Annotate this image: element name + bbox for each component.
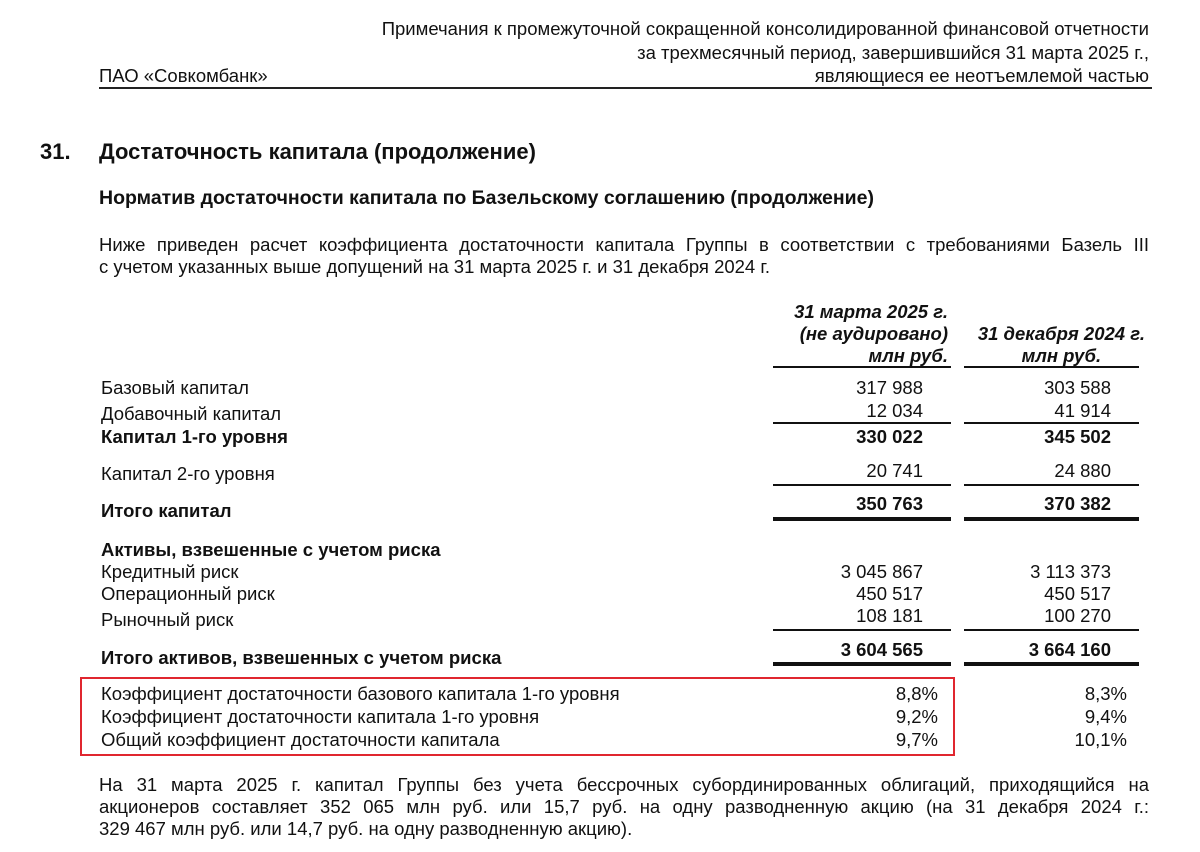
rule-tier1-col2 (964, 422, 1139, 424)
footer-paragraph (99, 774, 1149, 840)
section-number: 31. (40, 139, 71, 164)
double-rule-total-rwa-col2 (964, 662, 1139, 666)
header-rule-col2 (964, 366, 1139, 368)
value-tier2-capital-2025: 20 741 (866, 460, 923, 481)
intro-paragraph (99, 234, 1149, 278)
value-credit-risk-2024: 3 113 373 (1030, 561, 1111, 582)
col1-header-unit: млн руб. (868, 345, 948, 366)
row-label-base-capital: Базовый капитал (101, 377, 249, 398)
value-tier1-capital-2025: 330 022 (856, 426, 923, 447)
rule-total-capital-col2 (964, 484, 1139, 486)
row-label-total-rwa: Итого активов, взвешенных с учетом риска (101, 647, 502, 668)
column-header-dec-2024 (978, 323, 1145, 367)
value-market-risk-2025: 108 181 (856, 605, 923, 626)
subsection-title: Норматив достаточности капитала по Базельскому соглашению (продолжение) (99, 187, 874, 209)
intro-line-2: с учетом указанных выше допущений на 31 марта 2025 г. и 31 декабря 2024 г. (99, 256, 770, 277)
value-cet1-ratio-2025: 8,8% (895, 683, 938, 704)
col2-header-date: 31 декабря 2024 г. (977, 323, 1145, 344)
value-credit-risk-2025: 3 045 867 (840, 561, 923, 582)
col1-header-date: 31 марта 2025 г. (794, 301, 948, 322)
intro-line-1: Ниже приведен расчет коэффициента достаточности капитала Группы в соответствии с требованиями Базель III (99, 234, 1149, 255)
col2-header-unit: млн руб. (1021, 345, 1102, 366)
rule-total-rwa-col1 (773, 629, 951, 631)
value-total-ratio-2025: 9,7% (895, 729, 938, 750)
column-header-march-2025 (794, 301, 948, 367)
row-label-additional-capital: Добавочный капитал (101, 403, 282, 424)
value-total-rwa-2024: 3 664 160 (1028, 639, 1111, 660)
value-operational-risk-2025: 450 517 (856, 583, 923, 604)
header-line-1: Примечания к промежуточной сокращенной консолидированной финансовой отчетности (381, 18, 1149, 39)
row-label-market-risk: Рыночный риск (101, 609, 234, 630)
rule-total-rwa-col2 (964, 629, 1139, 631)
row-label-tier2-capital: Капитал 2-го уровня (101, 463, 275, 484)
row-label-tier1-ratio: Коэффициент достаточности капитала 1-го уровня (101, 706, 540, 727)
value-operational-risk-2024: 450 517 (1044, 583, 1111, 604)
footer-line-1: На 31 марта 2025 г. капитал Группы без учета бессрочных субординированных облигаций, приходящийся на (99, 774, 1149, 795)
double-rule-total-rwa-col1 (773, 662, 951, 666)
value-base-capital-2024: 303 588 (1044, 377, 1111, 398)
double-rule-total-capital-col2 (964, 517, 1139, 521)
row-heading-risk-weighted-assets: Активы, взвешенные с учетом риска (101, 539, 441, 560)
value-tier1-ratio-2024: 9,4% (1084, 706, 1127, 727)
value-total-capital-2024: 370 382 (1044, 493, 1111, 514)
value-tier1-capital-2024: 345 502 (1044, 426, 1111, 447)
value-market-risk-2024: 100 270 (1044, 605, 1111, 626)
header-rule-col1 (773, 366, 951, 368)
value-tier2-capital-2024: 24 880 (1054, 460, 1111, 481)
row-label-tier1-capital: Капитал 1-го уровня (101, 426, 288, 447)
row-label-total-capital: Итого капитал (101, 500, 232, 521)
footer-line-2: акционеров составляет 352 065 млн руб. или 15,7 руб. на одну разводненную акцию (на 31 декабря 2024 г.: (99, 796, 1149, 817)
header-line-2: за трехмесячный период, завершившийся 31 марта 2025 г., (637, 42, 1149, 63)
value-additional-capital-2025: 12 034 (866, 400, 923, 421)
value-cet1-ratio-2024: 8,3% (1084, 683, 1127, 704)
value-total-rwa-2025: 3 604 565 (840, 639, 923, 660)
value-additional-capital-2024: 41 914 (1054, 400, 1111, 421)
double-rule-total-capital-col1 (773, 517, 951, 521)
row-label-operational-risk: Операционный риск (101, 583, 275, 604)
section-title: Достаточность капитала (продолжение) (99, 139, 536, 164)
footer-line-3: 329 467 млн руб. или 14,7 руб. на одну разводненную акцию). (99, 818, 633, 839)
row-label-credit-risk: Кредитный риск (101, 561, 239, 582)
row-label-total-ratio: Общий коэффициент достаточности капитала (101, 729, 500, 750)
header-divider (99, 87, 1152, 89)
value-total-ratio-2024: 10,1% (1074, 729, 1127, 750)
value-base-capital-2025: 317 988 (856, 377, 923, 398)
header-line-3: являющиеся ее неотъемлемой частью (814, 65, 1149, 86)
value-total-capital-2025: 350 763 (856, 493, 923, 514)
rule-total-capital-col1 (773, 484, 951, 486)
col1-header-audit: (не аудировано) (799, 323, 948, 344)
company-name: ПАО «Совкомбанк» (99, 65, 268, 86)
rule-tier1-col1 (773, 422, 951, 424)
row-label-cet1-ratio: Коэффициент достаточности базового капитала 1-го уровня (101, 683, 620, 704)
value-tier1-ratio-2025: 9,2% (895, 706, 938, 727)
